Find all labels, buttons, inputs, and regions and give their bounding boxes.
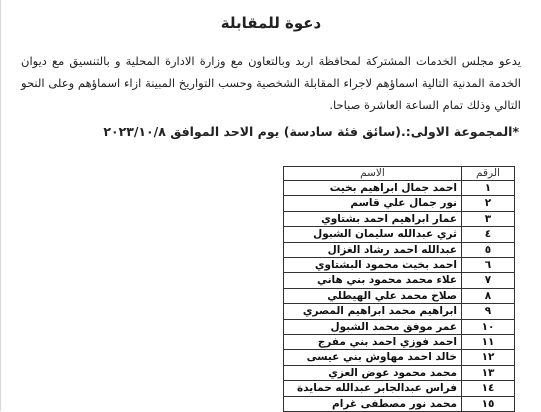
row-number: ٤: [462, 227, 515, 242]
table-row: [284, 273, 515, 288]
row-name: علاء محمد محمود بني هاني: [284, 273, 462, 288]
row-name: ثري عبدالله سليمان الشبول: [284, 227, 462, 242]
row-number: ١٣: [462, 365, 515, 380]
row-name: محمد نور مصطفى غرام: [284, 396, 462, 411]
row-number: ١٥: [462, 396, 515, 411]
row-name: محمد محمود عوض العزي: [284, 365, 462, 380]
row-number: ١٤: [462, 381, 515, 396]
row-number: ١١: [462, 335, 515, 350]
table-row: [284, 181, 515, 196]
row-name: خالد احمد مهاوش بني عيسى: [284, 350, 462, 365]
candidates-table: [283, 166, 515, 412]
row-name: احمد بخيت محمود البشتاوي: [284, 258, 462, 273]
table-row: [284, 242, 515, 257]
row-number: ٣: [462, 211, 515, 226]
row-name: احمد جمال ابراهيم بخيت: [284, 181, 462, 196]
header-number: الرقم: [462, 167, 515, 181]
row-number: ٨: [462, 288, 515, 303]
row-name: فراس عبدالجابر عبدالله حمايدة: [284, 381, 462, 396]
table-row: [284, 381, 515, 396]
row-name: ابراهيم محمد ابراهيم المصري: [284, 304, 462, 319]
table-row: [284, 319, 515, 334]
table-row: [284, 196, 515, 211]
row-number: ٢: [462, 196, 515, 211]
row-number: ٩: [462, 304, 515, 319]
invitation-paragraph: يدعو مجلس الخدمات المشتركة لمحافظة اربد وبالتعاون مع وزارة الادارة المحلية و بالتنسيق مع ديوان الخدمة المدنية التالية اسماؤهم لاجراء المقابلة الشخصية وحسب التواريخ المبينة ازاء اسماؤهم وعلى النحو التالي وذلك تمام الساعة العاشرة صباحا.: [21, 54, 521, 112]
header-name: الاسم: [284, 167, 462, 181]
table-row: [284, 335, 515, 350]
page-title: دعوة للمقابلة: [220, 14, 322, 32]
table-row: [284, 365, 515, 380]
group-heading: *المجموعة الاولى:.(سائق فئة سادسة) يوم الاحد الموافق ٢٠٢٣/١٠/٨: [103, 124, 519, 139]
row-name: صلاح محمد علي الهيطلي: [284, 288, 462, 303]
table-row: [284, 396, 515, 411]
table-row: [284, 304, 515, 319]
table-header-row: [284, 167, 515, 181]
table-row: [284, 288, 515, 303]
table-row: [284, 350, 515, 365]
table-row: [284, 258, 515, 273]
row-name: عمر موفق محمد الشبول: [284, 319, 462, 334]
row-number: ١: [462, 181, 515, 196]
row-name: عمار ابراهيم احمد بشتاوي: [284, 211, 462, 226]
row-number: ١٠: [462, 319, 515, 334]
row-number: ٧: [462, 273, 515, 288]
table-row: [284, 211, 515, 226]
table-row: [284, 227, 515, 242]
row-number: ٦: [462, 258, 515, 273]
row-name: عبدالله احمد رشاد الغزال: [284, 242, 462, 257]
row-name: نور جمال علي قاسم: [284, 196, 462, 211]
row-number: ٥: [462, 242, 515, 257]
row-number: ١٢: [462, 350, 515, 365]
row-name: احمد فوزي احمد بني مفرج: [284, 335, 462, 350]
